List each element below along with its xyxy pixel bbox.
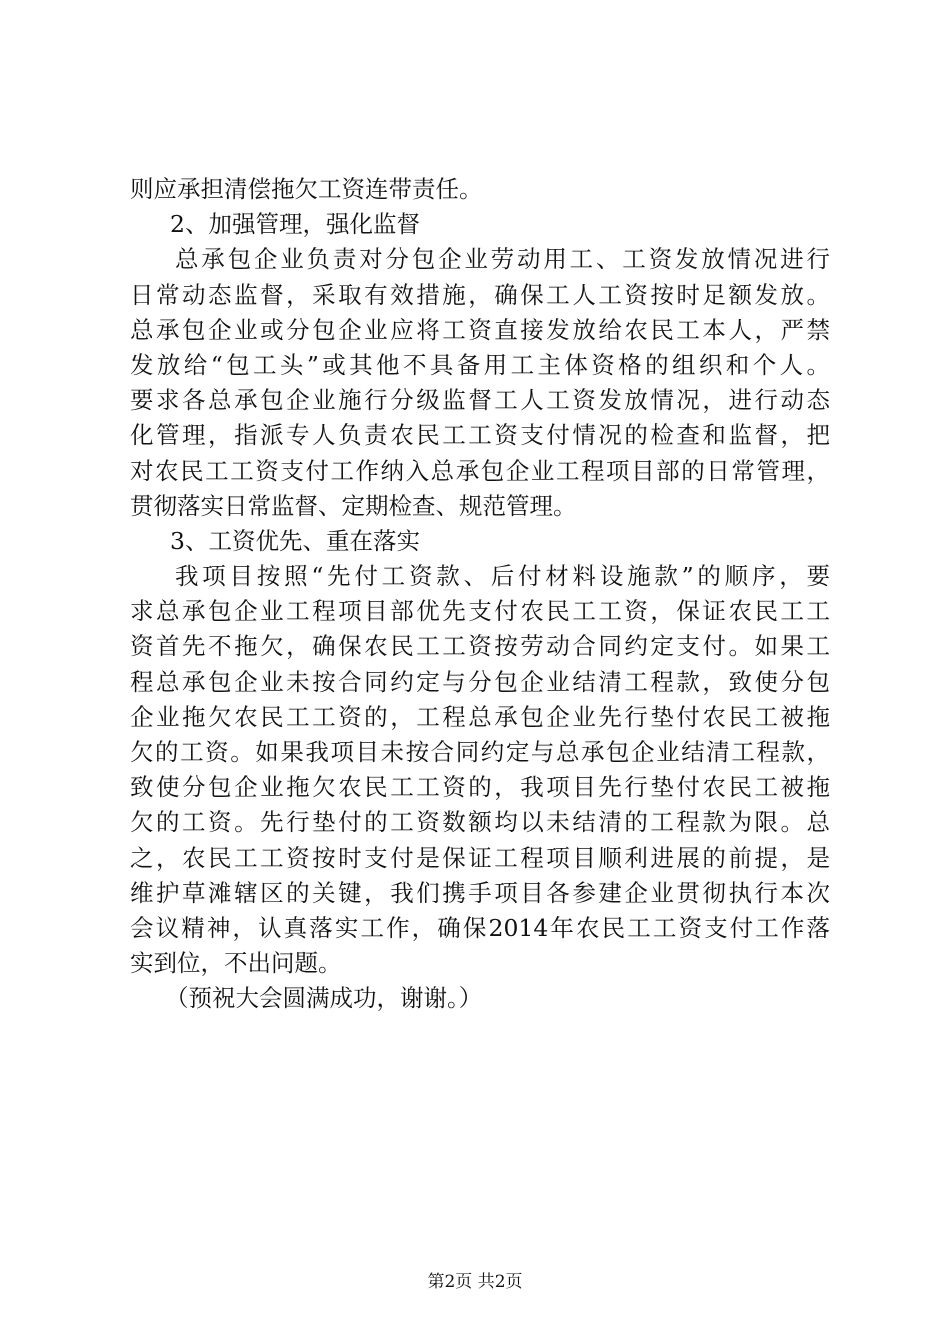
paragraph-line: 发放给“包工头”或其他不具备用工主体资格的组织和个人。 [130, 350, 830, 379]
paragraph-line: 总承包企业或分包企业应将工资直接发放给农民工本人，严禁 [130, 315, 830, 344]
paragraph-line: 之，农民工工资按时支付是保证工程项目顺利进展的前提，是 [130, 843, 830, 872]
closing-remark: （预祝大会圆满成功，谢谢。） [165, 984, 483, 1013]
paragraph-line: 致使分包企业拖欠农民工工资的，我项目先行垫付农民工被拖 [130, 773, 830, 802]
paragraph-line: 我项目按照“先付工资款、后付材料设施款”的顺序，要 [175, 562, 830, 591]
paragraph-line: 对农民工工资支付工作纳入总承包企业工程项目部的日常管理， [130, 456, 830, 485]
paragraph-continuation-line: 则应承担清偿拖欠工资连带责任。 [130, 175, 483, 203]
paragraph-line: 总承包企业负责对分包企业劳动用工、工资发放情况进行 [175, 245, 830, 274]
paragraph-line: 欠的工资。如果我项目未按合同约定与总承包企业结清工程款， [130, 738, 830, 766]
paragraph-line: 资首先不拖欠，确保农民工工资按劳动合同约定支付。如果工 [130, 632, 830, 661]
paragraph-line: 日常动态监督，采取有效措施，确保工人工资按时足额发放。 [130, 280, 830, 309]
paragraph-line: 化管理，指派专人负责农民工工资支付情况的检查和监督，把 [130, 421, 830, 450]
page-number-footer: 第2页 共2页 [427, 1272, 523, 1292]
paragraph-line: 要求各总承包企业施行分级监督工人工资发放情况，进行动态 [130, 386, 830, 415]
paragraph-line: 会议精神，认真落实工作，确保2014年农民工工资支付工作落 [130, 913, 830, 942]
paragraph-line: 维护草滩辖区的关键，我们携手项目各参建企业贯彻执行本次 [130, 878, 830, 907]
paragraph-line: 求总承包企业工程项目部优先支付农民工工资，保证农民工工 [130, 597, 830, 626]
paragraph-last-line: 贯彻落实日常监督、定期检查、规范管理。 [130, 491, 577, 520]
section-heading-2: 2、加强管理，强化监督 [170, 210, 420, 239]
paragraph-last-line: 实到位，不出问题。 [130, 949, 342, 978]
document-body [130, 172, 830, 1017]
paragraph-line: 欠的工资。先行垫付的工资数额均以未结清的工程款为限。总 [130, 808, 830, 837]
section-heading-3: 3、工资优先、重在落实 [170, 526, 420, 555]
paragraph-line: 程总承包企业未按合同约定与分包企业结清工程款，致使分包 [130, 667, 830, 696]
paragraph-line: 企业拖欠农民工工资的，工程总承包企业先行垫付农民工被拖 [130, 702, 830, 731]
